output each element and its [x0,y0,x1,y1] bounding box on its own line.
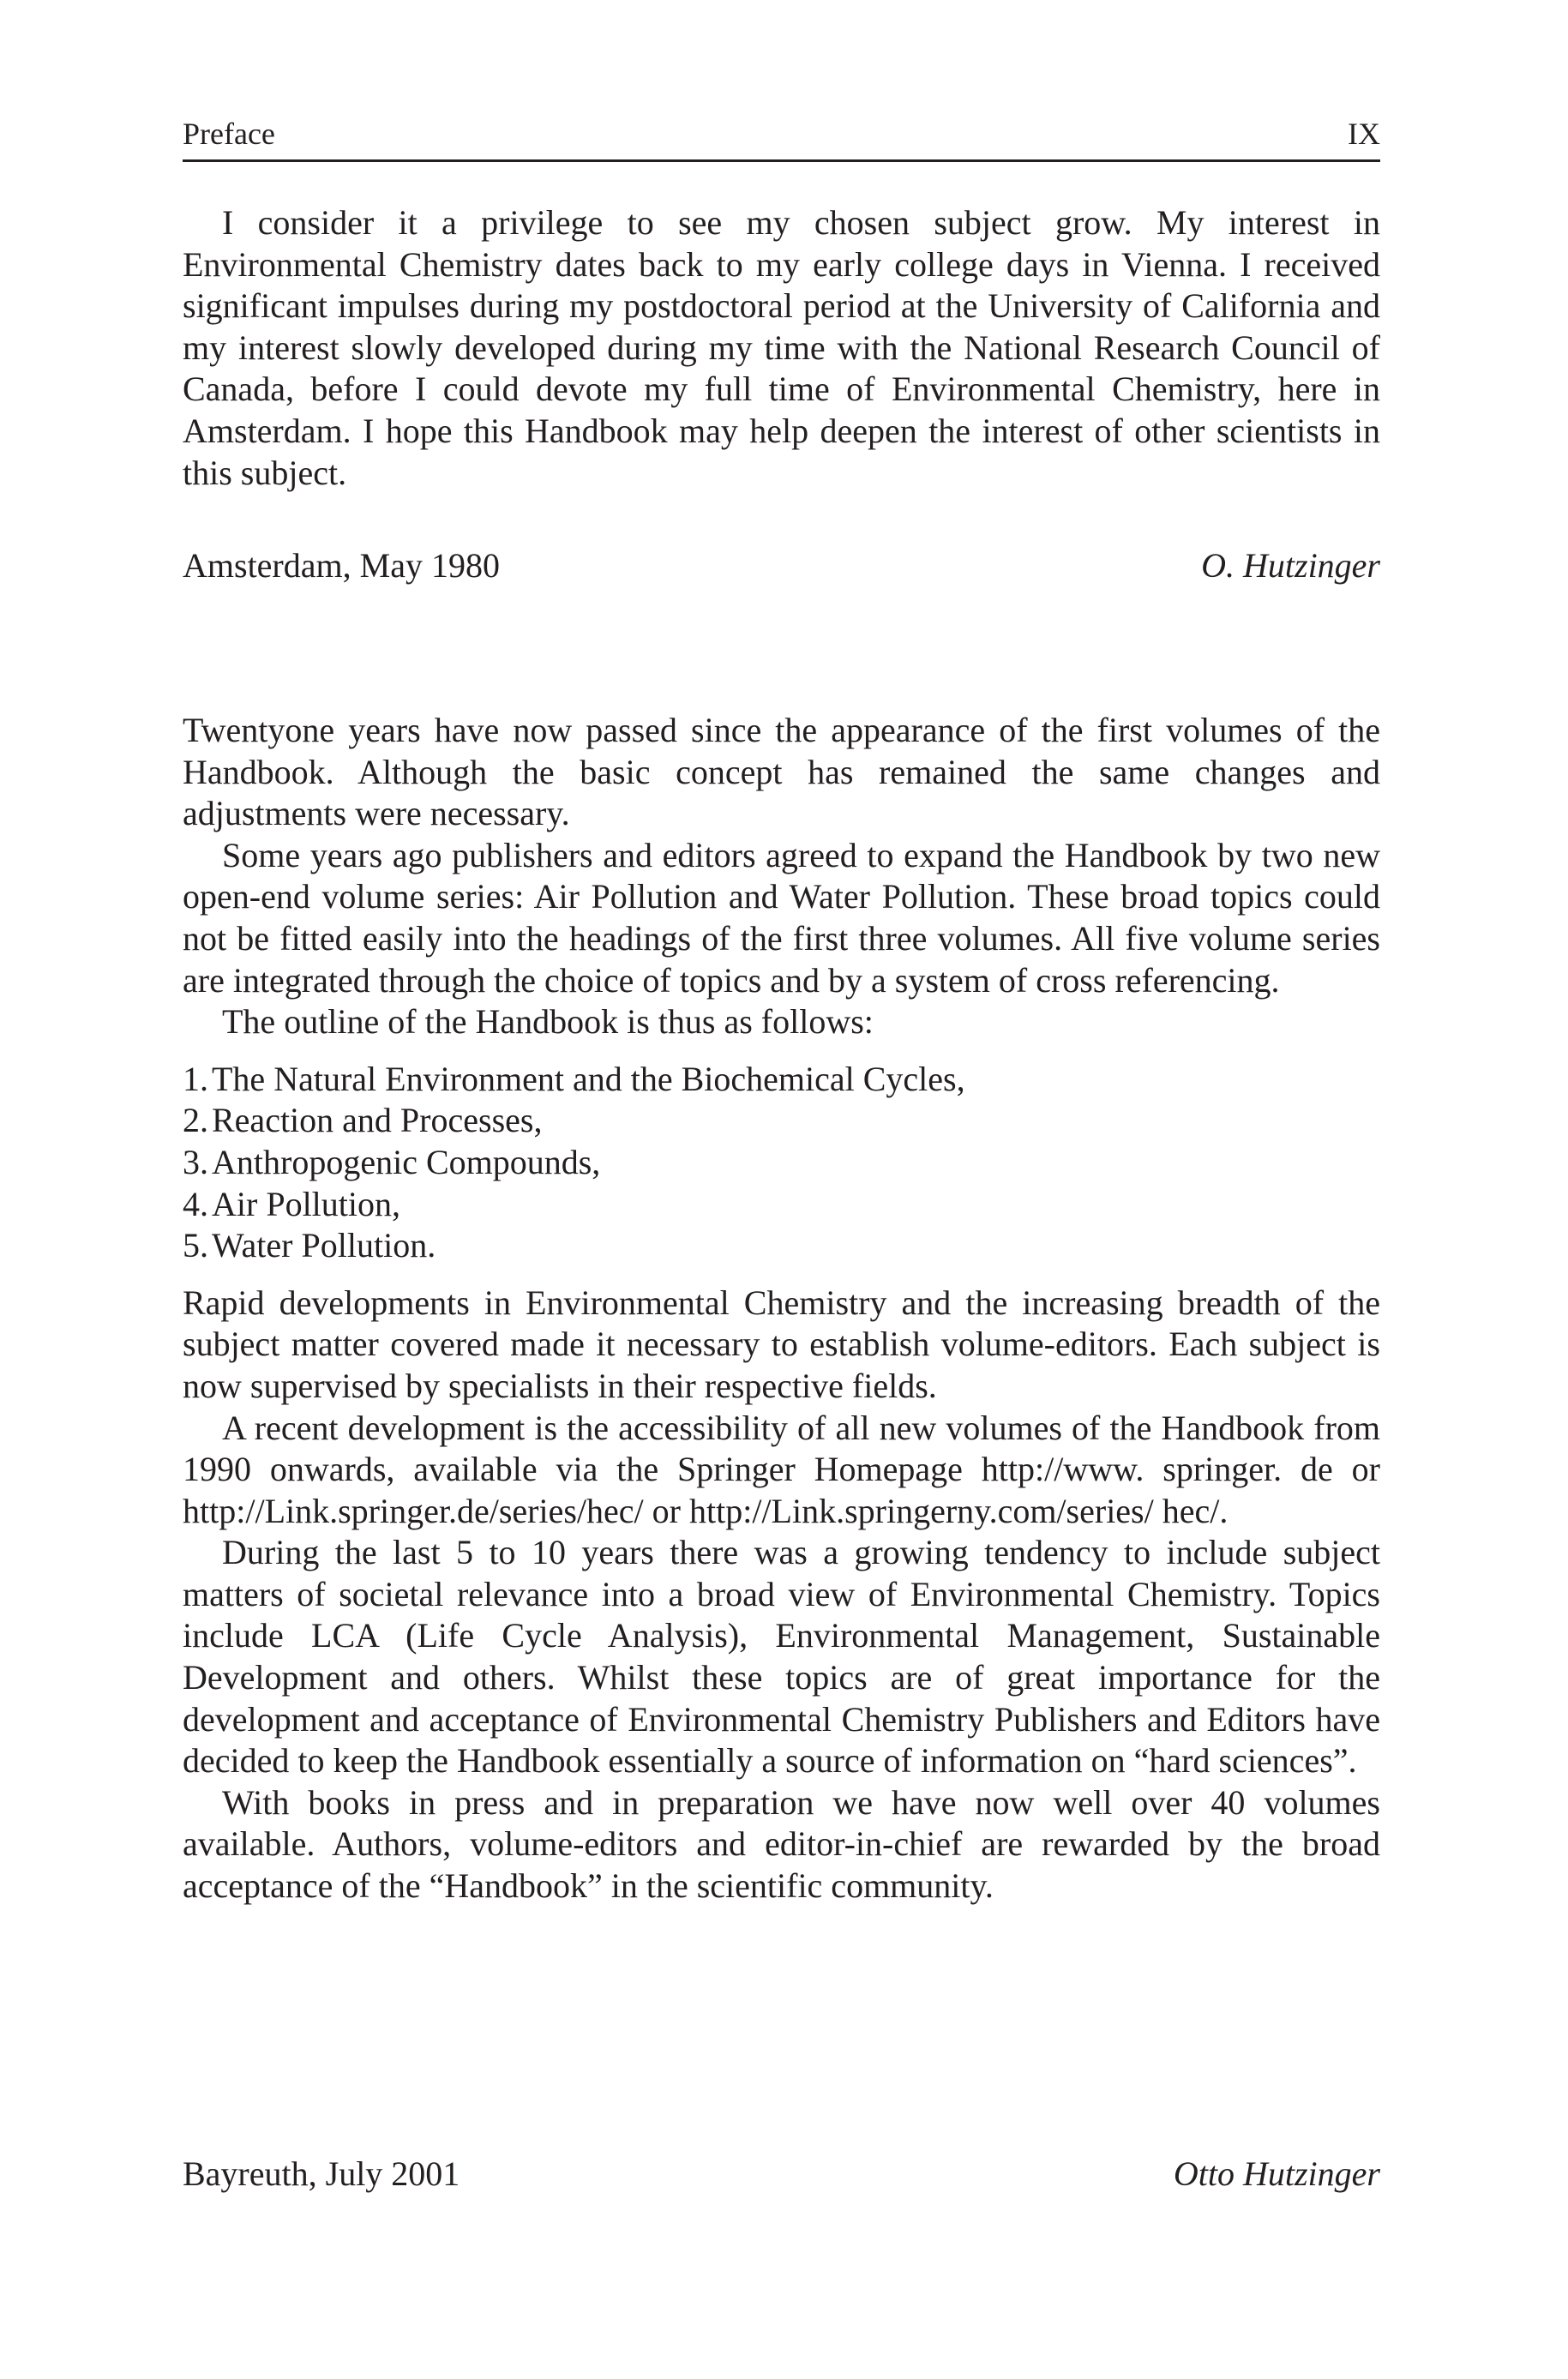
paragraph: A recent development is the accessibility of all new volumes of the Handbook from 1990 onwards, available via the Springer Homepage http://www. springer. de or http://Link.springer.de/series/hec/ or http://Link.springerny.com/series/ hec/. [183,1408,1380,1530]
outline-item: 5. Water Pollution. [183,1226,436,1265]
outline-item: 3. Anthropogenic Compounds, [183,1142,601,1181]
preface-1980-paragraph: I consider it a privilege to see my chosen subject grow. My interest in Environmental Chemistry dates back to my early college days in Vienna. I received significant impulses during my postdoctoral period at the University of California and my interest slowly developed during my time with the National Research Council of Canada, before I could devote my full time of Environmental Chemistry, here in Amsterdam. I hope this Handbook may help deepen the interest of other scientists in this subject. [183,203,1380,492]
preface-2001-body [183,710,1380,1907]
place-date: Bayreuth, July 2001 [183,2154,460,2193]
paragraph: Some years ago publishers and editors agreed to expand the Handbook by two new open-end volume series: Air Pollution and Water Pollution. These broad topics could not be fitted easily into the headings of the first three volumes. All five volume series are integrated through the choice of topics and by a system of cross referencing. [183,835,1380,1000]
preface-1980-body [183,202,1380,494]
paragraph: The outline of the Handbook is thus as follows: [222,1002,874,1042]
paragraph: With books in press and in preparation we have now well over 40 volumes available. Authors, volume-editors and editor-in-chief are rewarded by the broad acceptance of the “Handbook” in the scientific community. [183,1782,1380,1906]
place-date: Amsterdam, May 1980 [183,546,500,585]
author-signature: O. Hutzinger [1201,546,1380,585]
preface-1980-signature-row [183,545,1380,586]
page-number: IX [1348,117,1380,151]
preface-2001-signature-row [183,2154,1380,2195]
paragraph: Rapid developments in Environmental Chemistry and the increasing breadth of the subject matter covered made it necessary to establish volume-editors. Each subject is now supervised by specialists in their respective fields. [183,1283,1380,1405]
running-header [183,118,1380,149]
handbook-outline-list [183,1059,1380,1267]
paragraph: Twentyone years have now passed since the appearance of the first volumes of the Handbook. Although the basic concept has remained the same changes and adjustments were necessary. [183,711,1380,833]
outline-item: 4. Air Pollution, [183,1184,401,1223]
outline-item: 1. The Natural Environment and the Biochemical Cycles, [183,1059,965,1098]
section-title: Preface [183,117,275,151]
paragraph: During the last 5 to 10 years there was a growing tendency to include subject matters of societal relevance into a broad view of Environmental Chemistry. Topics include LCA (Life Cycle Analysis), Environmental Management, Sustainable Development and others. Whilst these topics are of great importance for the development and acceptance of Environmental Chemistry Publishers and Editors have decided to keep the Handbook essentially a source of information on “hard sciences”. [183,1533,1380,1781]
outline-item: 2. Reaction and Processes, [183,1101,543,1140]
header-rule [183,159,1380,162]
author-signature: Otto Hutzinger [1173,2154,1380,2193]
